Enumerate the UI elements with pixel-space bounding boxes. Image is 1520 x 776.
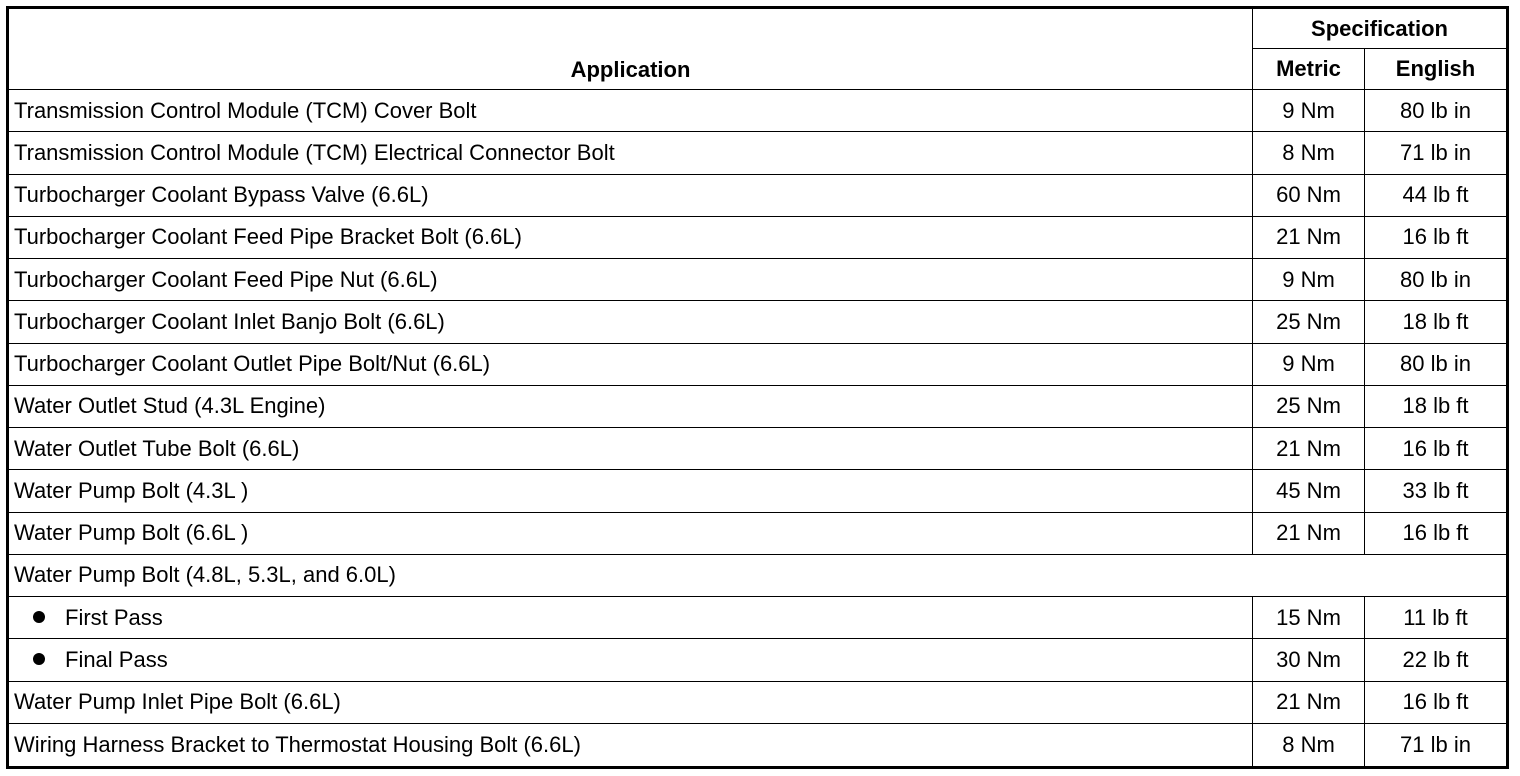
english-cell: 16 lb ft xyxy=(1365,681,1508,723)
application-subitem-cell xyxy=(8,639,1253,681)
english-cell: 80 lb in xyxy=(1365,259,1508,301)
english-cell: 16 lb ft xyxy=(1365,428,1508,470)
bullet-icon xyxy=(33,653,45,665)
metric-cell: 15 Nm xyxy=(1253,597,1365,639)
metric-cell: 9 Nm xyxy=(1253,343,1365,385)
english-column-header: English xyxy=(1365,49,1508,90)
english-cell: 16 lb ft xyxy=(1365,216,1508,258)
application-cell: Water Outlet Stud (4.3L Engine) xyxy=(8,385,1253,427)
metric-cell: 21 Nm xyxy=(1253,512,1365,554)
english-cell: 80 lb in xyxy=(1365,343,1508,385)
metric-cell: 8 Nm xyxy=(1253,132,1365,174)
application-cell: Turbocharger Coolant Feed Pipe Nut (6.6L) xyxy=(8,259,1253,301)
table-row xyxy=(8,174,1508,216)
table-subrow xyxy=(8,639,1508,681)
application-cell: Water Outlet Tube Bolt (6.6L) xyxy=(8,428,1253,470)
english-cell: 18 lb ft xyxy=(1365,301,1508,343)
english-cell: 18 lb ft xyxy=(1365,385,1508,427)
metric-cell: 21 Nm xyxy=(1253,428,1365,470)
metric-cell: 25 Nm xyxy=(1253,385,1365,427)
application-cell: Turbocharger Coolant Outlet Pipe Bolt/Nut (6.6L) xyxy=(8,343,1253,385)
fastener-specification-table xyxy=(6,6,1509,769)
english-cell: 16 lb ft xyxy=(1365,512,1508,554)
application-cell: Water Pump Inlet Pipe Bolt (6.6L) xyxy=(8,681,1253,723)
application-cell: Wiring Harness Bracket to Thermostat Housing Bolt (6.6L) xyxy=(8,723,1253,767)
english-cell: 22 lb ft xyxy=(1365,639,1508,681)
table-row xyxy=(8,428,1508,470)
table-row xyxy=(8,723,1508,767)
table-group-row xyxy=(8,554,1508,596)
subitem-label: First Pass xyxy=(65,604,163,630)
table-row xyxy=(8,216,1508,258)
table-row xyxy=(8,343,1508,385)
subitem-label: Final Pass xyxy=(65,646,168,672)
application-subitem-cell xyxy=(8,597,1253,639)
english-cell: 80 lb in xyxy=(1365,90,1508,132)
table-row xyxy=(8,512,1508,554)
english-cell: 33 lb ft xyxy=(1365,470,1508,512)
table-row xyxy=(8,301,1508,343)
application-cell: Transmission Control Module (TCM) Cover Bolt xyxy=(8,90,1253,132)
metric-cell: 30 Nm xyxy=(1253,639,1365,681)
application-cell: Transmission Control Module (TCM) Electrical Connector Bolt xyxy=(8,132,1253,174)
english-cell: 44 lb ft xyxy=(1365,174,1508,216)
metric-column-header: Metric xyxy=(1253,49,1365,90)
table-row xyxy=(8,90,1508,132)
table-subrow xyxy=(8,597,1508,639)
metric-cell: 25 Nm xyxy=(1253,301,1365,343)
metric-cell: 8 Nm xyxy=(1253,723,1365,767)
bullet-icon xyxy=(33,611,45,623)
application-cell: Turbocharger Coolant Inlet Banjo Bolt (6.6L) xyxy=(8,301,1253,343)
metric-cell: 9 Nm xyxy=(1253,90,1365,132)
group-heading-cell: Water Pump Bolt (4.8L, 5.3L, and 6.0L) xyxy=(8,554,1508,596)
table-row xyxy=(8,681,1508,723)
application-cell: Turbocharger Coolant Feed Pipe Bracket Bolt (6.6L) xyxy=(8,216,1253,258)
table-row xyxy=(8,259,1508,301)
table-row xyxy=(8,132,1508,174)
specification-column-header: Specification xyxy=(1253,8,1508,49)
metric-cell: 9 Nm xyxy=(1253,259,1365,301)
table-row xyxy=(8,385,1508,427)
english-cell: 71 lb in xyxy=(1365,723,1508,767)
application-cell: Water Pump Bolt (6.6L ) xyxy=(8,512,1253,554)
table-row xyxy=(8,470,1508,512)
metric-cell: 21 Nm xyxy=(1253,681,1365,723)
application-cell: Water Pump Bolt (4.3L ) xyxy=(8,470,1253,512)
metric-cell: 45 Nm xyxy=(1253,470,1365,512)
metric-cell: 60 Nm xyxy=(1253,174,1365,216)
application-column-header: Application xyxy=(8,8,1253,90)
english-cell: 71 lb in xyxy=(1365,132,1508,174)
application-cell: Turbocharger Coolant Bypass Valve (6.6L) xyxy=(8,174,1253,216)
metric-cell: 21 Nm xyxy=(1253,216,1365,258)
english-cell: 11 lb ft xyxy=(1365,597,1508,639)
